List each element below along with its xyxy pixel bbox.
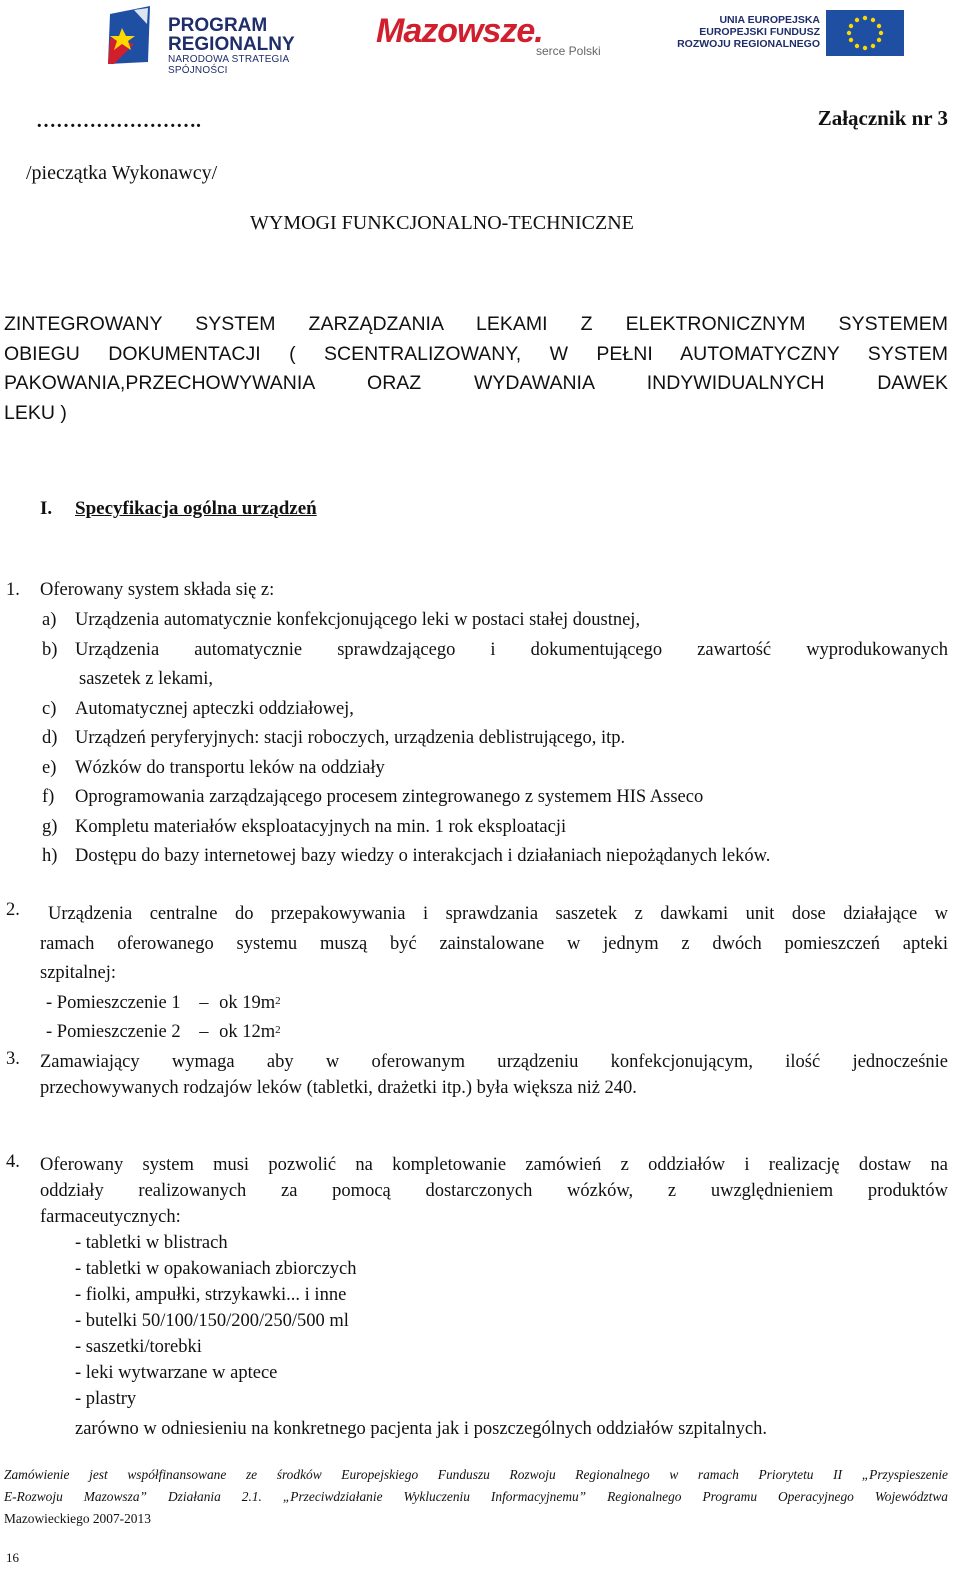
list-item: - leki wytwarzane w aptece — [75, 1363, 278, 1383]
list-text-continuation: saszetek z lekami, — [79, 669, 214, 689]
paragraph-line: Zamawiający wymaga aby w oferowanym urządzeniu konfekcjonującym, ilość jednocześnie — [40, 1052, 948, 1072]
closing-line: zarówno w odniesieniu na konkretnego pacjenta jak i poszczególnych oddziałów szpitalnych. — [75, 1419, 767, 1439]
list-text: Urządzeń peryferyjnych: stacji roboczych, urządzenia deblistrującego, itp. — [75, 728, 626, 748]
room-area-exponent: 2 — [275, 1024, 281, 1036]
list-text: Automatycznej apteczki oddziałowej, — [75, 698, 354, 719]
mazowsze-subtitle: serce Polski — [536, 44, 601, 58]
footer-line: Mazowieckiego 2007-2013 — [4, 1511, 151, 1526]
room-dash: – — [199, 1022, 209, 1042]
stamp-label: /pieczątka Wykonawcy/ — [26, 162, 218, 184]
room-label: - Pomieszczenie 2 — [46, 1022, 181, 1042]
program-line-2: REGIONALNY — [168, 34, 295, 55]
room-area-exponent: 2 — [275, 994, 281, 1007]
footer-line: Zamówienie jest współfinansowane ze środków Europejskiego Funduszu Rozwoju Regionalnego w ramach Priorytetu II „Przyspieszenie — [4, 1467, 948, 1482]
eu-flag-icon — [826, 10, 904, 56]
list-text: Oprogramowania zarządzającego procesem zintegrowanego z systemem HIS Asseco — [75, 787, 704, 807]
room-area: ok 19m — [219, 992, 276, 1013]
list-item: - fiolki, ampułki, strzykawki... i inne — [75, 1285, 347, 1305]
list-letter: h) — [42, 846, 58, 866]
subject-line: LEKU ) — [4, 401, 67, 424]
program-subtitle: NARODOWA STRATEGIA SPÓJNOŚCI — [168, 54, 289, 76]
section-number: I. — [40, 498, 53, 519]
paragraph-line: Oferowany system musi pozwolić na kompletowanie zamówień z oddziałów i realizację dostaw na — [40, 1155, 948, 1175]
room-line — [40, 989, 948, 1019]
item1-subitems — [42, 606, 948, 872]
list-letter: g) — [42, 816, 58, 837]
list-item — [42, 695, 948, 725]
eu-logo — [672, 8, 912, 58]
list-item — [42, 783, 948, 813]
subject-block — [4, 310, 948, 428]
list-item — [42, 636, 948, 666]
item2-text — [40, 900, 948, 1048]
mazowsze-logo — [376, 6, 626, 62]
list-text: Wózków do transportu leków na oddziały — [75, 757, 385, 778]
list-item — [42, 813, 948, 843]
list-letter: e) — [42, 757, 57, 778]
program-regionalny-logo — [104, 4, 344, 76]
mazowsze-wordmark: Mazowsze. — [376, 12, 543, 50]
list-item: - plastry — [75, 1389, 137, 1409]
annex-label: Załącznik nr 3 — [817, 106, 948, 130]
stamp-dots: ……………………. — [36, 110, 201, 132]
program-line-1: PROGRAM — [168, 15, 268, 36]
list-item: - butelki 50/100/150/200/250/500 ml — [75, 1311, 349, 1331]
list-text: Urządzenia automatycznie konfekcjonującego leki w postaci stałej doustnej, — [75, 610, 641, 630]
paragraph-line: farmaceutycznych: — [40, 1207, 181, 1227]
list-letter: f) — [42, 787, 55, 807]
eu-line-2: EUROPEJSKI FUNDUSZ — [699, 26, 820, 38]
room-dash: – — [199, 992, 209, 1013]
list-text: Urządzenia automatycznie sprawdzającego i dokumentującego zawartość wyprodukowanych — [75, 639, 948, 660]
item3-number: 3. — [6, 1049, 20, 1069]
paragraph-line: szpitalnej: — [40, 963, 117, 983]
list-letter: c) — [42, 698, 57, 719]
paragraph-line: oddziały realizowanych za pomocą dostarczonych wózków, z uwzględnieniem produktów — [40, 1181, 948, 1201]
list-text: Dostępu do bazy internetowej bazy wiedzy o interakcjach i działaniach niepożądanych leków. — [75, 846, 771, 866]
room-line — [40, 1018, 948, 1048]
section-title: Specyfikacja ogólna urządzeń — [75, 498, 317, 519]
footer — [4, 1464, 948, 1530]
room-area: ok 12m — [219, 1022, 276, 1042]
list-letter: a) — [42, 610, 57, 630]
subject-line: ZINTEGROWANY SYSTEM ZARZĄDZANIA LEKAMI Z ELEKTRONICZNYM SYSTEMEM — [4, 313, 948, 335]
list-item — [42, 754, 948, 784]
item1-intro: Oferowany system składa się z: — [40, 580, 275, 600]
list-item: - tabletki w blistrach — [75, 1233, 228, 1253]
room-label: - Pomieszczenie 1 — [46, 992, 181, 1013]
list-item — [42, 606, 948, 636]
eu-line-3: ROZWOJU REGIONALNEGO — [677, 38, 820, 50]
list-letter: d) — [42, 728, 58, 748]
program-regionalny-emblem-icon — [104, 4, 156, 66]
list-item: - tabletki w opakowaniach zbiorczych — [75, 1259, 357, 1279]
item4-number: 4. — [6, 1152, 20, 1172]
list-letter: b) — [42, 639, 58, 660]
paragraph-line: Urządzenia centralne do przepakowywania i sprawdzania saszetek z dawkami unit dose działające w — [48, 904, 948, 924]
page-number: 16 — [6, 1550, 19, 1565]
item1-number: 1. — [6, 580, 20, 600]
footer-line: E-Rozwoju Mazowsza” Działania 2.1. „Przeciwdziałanie Wykluczeniu Informacyjnemu” Regionalnego Programu Operacyjnego Województwa — [4, 1489, 948, 1504]
item4-text — [40, 1152, 948, 1442]
subject-line: OBIEGU DOKUMENTACJI ( SCENTRALIZOWANY, W PEŁNI AUTOMATYCZNY SYSTEM — [4, 342, 948, 365]
product-list — [40, 1230, 948, 1442]
paragraph-line: przechowywanych rodzajów leków (tabletki, drażetki itp.) była większa niż 240. — [40, 1078, 637, 1098]
paragraph-line: ramach oferowanego systemu muszą być zainstalowane w jednym z dwóch pomieszczeń apteki — [40, 933, 948, 954]
document-title: WYMOGI FUNKCJONALNO-TECHNICZNE — [250, 212, 634, 234]
list-item — [42, 724, 948, 754]
list-text: Kompletu materiałów eksploatacyjnych na min. 1 rok eksploatacji — [75, 816, 567, 837]
item2-number: 2. — [6, 900, 20, 920]
list-item — [42, 842, 948, 872]
eu-line-1: UNIA EUROPEJSKA — [719, 14, 820, 26]
item3-text — [40, 1049, 948, 1101]
subject-line: PAKOWANIA,PRZECHOWYWANIA ORAZ WYDAWANIA INDYWIDUALNYCH DAWEK — [4, 372, 948, 394]
list-item: - saszetki/torebki — [75, 1337, 202, 1357]
